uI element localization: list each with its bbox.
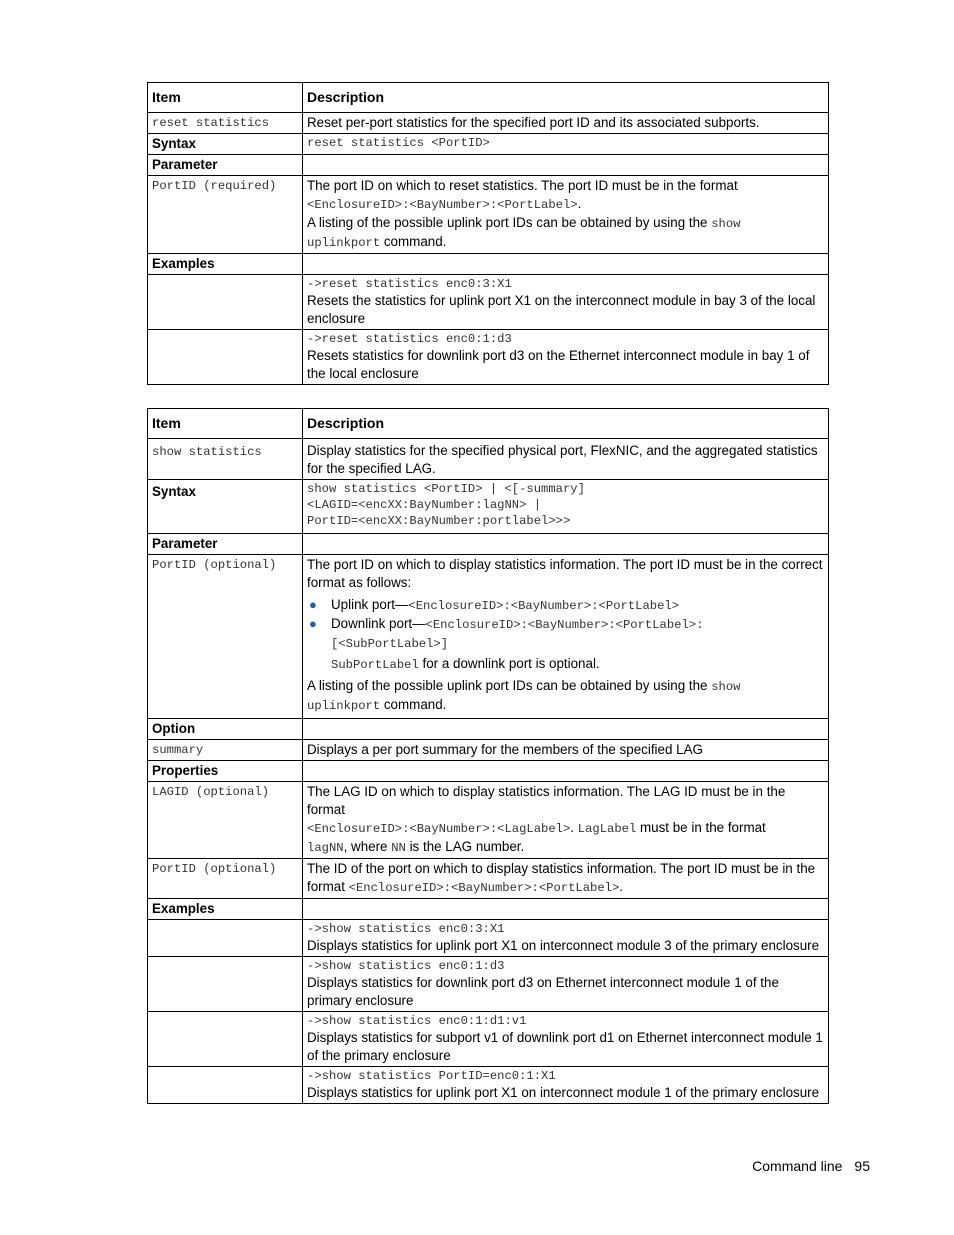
empty-cell <box>303 761 829 782</box>
header-description: Description <box>303 409 829 439</box>
period: . <box>577 196 582 211</box>
empty-cell <box>148 920 303 957</box>
example-code: ->show statistics enc0:1:d3 <box>307 959 505 973</box>
example-row <box>148 330 829 385</box>
list-item <box>309 615 824 653</box>
bullet-code-continued: [<SubPortLabel>] <box>331 637 449 651</box>
option-row <box>148 740 829 761</box>
listing-line <box>307 677 824 696</box>
command-description: Display statistics for the specified physical port, FlexNIC, and the aggregated statistics for the specified LAG. <box>303 439 829 480</box>
page-footer <box>740 1158 870 1174</box>
empty-cell <box>303 155 829 176</box>
property-description <box>303 782 829 859</box>
command-suffix: command. <box>380 234 447 249</box>
property-row <box>148 782 829 859</box>
empty-cell <box>148 1012 303 1067</box>
command-suffix: command. <box>380 697 447 712</box>
example-cell <box>303 1012 829 1067</box>
parameter-name: PortID (optional) <box>148 555 303 719</box>
property-desc-text: The LAG ID on which to display statistics information. The LAG ID must be in the format <box>307 784 786 817</box>
example-code: ->reset statistics enc0:1:d3 <box>307 332 512 346</box>
command-description: Reset per-port statistics for the specified port ID and its associated subports. <box>303 113 829 134</box>
parameter-section-row <box>148 155 829 176</box>
command-row <box>148 439 829 480</box>
option-section-row <box>148 719 829 740</box>
parameter-name: PortID (required) <box>148 176 303 254</box>
footer-section-title: Command line <box>752 1158 843 1174</box>
separator: . <box>570 820 578 835</box>
property-description <box>303 859 829 899</box>
example-text: Displays statistics for subport v1 of downlink port d1 on Ethernet interconnect module 1 of the primary enclosure <box>307 1030 823 1063</box>
option-name: summary <box>148 740 303 761</box>
header-item: Item <box>148 83 303 113</box>
bullet-icon: ● <box>309 616 317 631</box>
syntax-row <box>148 134 829 155</box>
show-command-code: show <box>711 680 741 694</box>
uplinkport-command-code: uplinkport <box>307 236 381 250</box>
nn-code: NN <box>391 841 406 855</box>
command-name: reset statistics <box>148 113 303 134</box>
example-row <box>148 275 829 330</box>
header-description: Description <box>303 83 829 113</box>
property-row <box>148 859 829 899</box>
example-code: ->reset statistics enc0:3:X1 <box>307 277 512 291</box>
syntax-value: reset statistics <PortID> <box>303 134 829 155</box>
subport-code: SubPortLabel <box>331 658 419 672</box>
bullet-code: <EnclosureID>:<BayNumber>:<PortLabel> <box>408 599 680 613</box>
example-row <box>148 920 829 957</box>
syntax-row <box>148 480 829 534</box>
example-text: Displays statistics for downlink port d3 on Ethernet interconnect module 1 of the primary enclosure <box>307 975 779 1008</box>
properties-section-row <box>148 761 829 782</box>
where-text: , where <box>343 839 392 854</box>
examples-label: Examples <box>148 254 303 275</box>
command-name: show statistics <box>148 439 303 480</box>
parameter-row <box>148 555 829 719</box>
syntax-value <box>303 480 829 534</box>
empty-cell <box>148 330 303 385</box>
parameter-description <box>303 176 829 254</box>
subport-note <box>307 655 824 674</box>
syntax-line: <LAGID=<encXX:BayNumber:lagNN> | <box>307 498 542 512</box>
example-cell <box>303 957 829 1012</box>
bullet-label: Uplink port— <box>331 597 409 612</box>
example-text: Resets statistics for downlink port d3 on the Ethernet interconnect module in bay 1 of the local enclosure <box>307 348 810 381</box>
properties-label: Properties <box>148 761 303 782</box>
empty-cell <box>303 534 829 555</box>
header-item: Item <box>148 409 303 439</box>
bullet-label: Downlink port— <box>331 616 426 631</box>
syntax-label: Syntax <box>148 134 303 155</box>
property-name: LAGID (optional) <box>148 782 303 859</box>
property-end-text: is the LAG number. <box>405 839 525 854</box>
example-code: ->show statistics enc0:3:X1 <box>307 922 505 936</box>
option-description: Displays a per port summary for the members of the specified LAG <box>303 740 829 761</box>
table-header-row <box>148 409 829 439</box>
empty-cell <box>303 899 829 920</box>
table-header-row <box>148 83 829 113</box>
empty-cell <box>148 1067 303 1104</box>
example-code: ->show statistics PortID=enc0:1:X1 <box>307 1069 556 1083</box>
examples-label: Examples <box>148 899 303 920</box>
reset-statistics-table <box>147 82 829 385</box>
parameter-section-row <box>148 534 829 555</box>
subport-text: for a downlink port is optional. <box>418 656 600 671</box>
example-cell <box>303 920 829 957</box>
bullet-code: <EnclosureID>:<BayNumber>:<PortLabel>: <box>425 618 704 632</box>
laglabel-code: LagLabel <box>577 822 637 836</box>
syntax-label: Syntax <box>148 480 303 534</box>
parameter-description <box>303 555 829 719</box>
examples-section-row <box>148 899 829 920</box>
property-desc-text: The ID of the port on which to display statistics information. The port ID must be in the format <box>307 861 816 894</box>
command-row <box>148 113 829 134</box>
uplinkport-command-code: uplinkport <box>307 699 381 713</box>
empty-cell <box>148 957 303 1012</box>
parameter-label: Parameter <box>148 155 303 176</box>
example-row <box>148 1067 829 1104</box>
example-row <box>148 1012 829 1067</box>
example-text: Displays statistics for uplink port X1 on interconnect module 1 of the primary enclosure <box>307 1085 820 1100</box>
listing-text: A listing of the possible uplink port IDs can be obtained by using the <box>307 215 712 230</box>
empty-cell <box>303 254 829 275</box>
example-cell <box>303 330 829 385</box>
syntax-line: show statistics <PortID> | <[-summary] <box>307 482 585 496</box>
property-name: PortID (optional) <box>148 859 303 899</box>
syntax-line: PortID=<encXX:BayNumber:portlabel>>> <box>307 514 571 528</box>
show-command-code: show <box>711 217 741 231</box>
example-row <box>148 957 829 1012</box>
port-format-list <box>307 596 824 653</box>
bullet-icon: ● <box>309 597 317 612</box>
empty-cell <box>148 275 303 330</box>
listing-text: A listing of the possible uplink port IDs can be obtained by using the <box>307 678 712 693</box>
lagnn-code: lagNN <box>307 841 344 855</box>
example-text: Displays statistics for uplink port X1 on interconnect module 3 of the primary enclosure <box>307 938 820 953</box>
period: . <box>619 879 624 894</box>
example-cell <box>303 275 829 330</box>
examples-section-row <box>148 254 829 275</box>
listing-line-2 <box>307 696 824 717</box>
parameter-label: Parameter <box>148 534 303 555</box>
port-format-code: <EnclosureID>:<BayNumber>:<PortLabel> <box>348 881 620 895</box>
page-number: 95 <box>854 1158 870 1174</box>
option-label: Option <box>148 719 303 740</box>
parameter-desc-text: The port ID on which to display statistics information. The port ID must be in the correct format as follows: <box>307 557 823 590</box>
parameter-row <box>148 176 829 254</box>
show-statistics-table <box>147 408 829 1104</box>
list-item <box>309 596 824 615</box>
example-text: Resets the statistics for uplink port X1 on the interconnect module in bay 3 of the local enclosure <box>307 293 816 326</box>
example-code: ->show statistics enc0:1:d1:v1 <box>307 1014 527 1028</box>
empty-cell <box>303 719 829 740</box>
port-format-code: <EnclosureID>:<BayNumber>:<PortLabel> <box>307 198 578 212</box>
parameter-desc-text: The port ID on which to reset statistics. The port ID must be in the format <box>307 178 738 193</box>
lag-format-code: <EnclosureID>:<BayNumber>:<LagLabel> <box>307 822 571 836</box>
property-mid-text: must be in the format <box>636 820 766 835</box>
example-cell <box>303 1067 829 1104</box>
